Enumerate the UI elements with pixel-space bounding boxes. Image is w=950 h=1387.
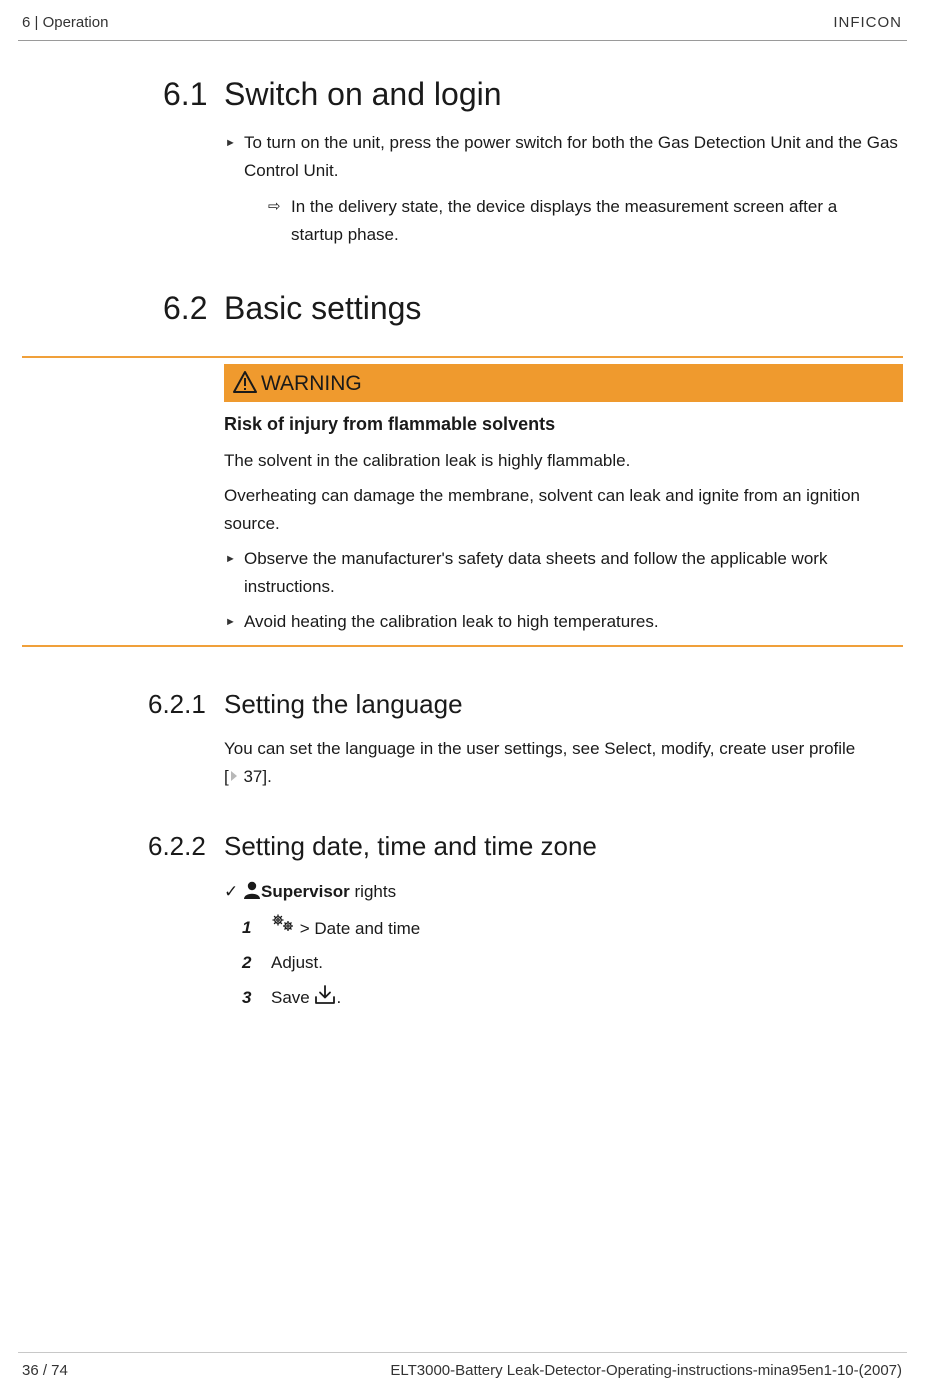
link-arrow-icon <box>229 769 239 783</box>
arrow-bullet-icon: ► <box>225 553 236 565</box>
document-id: ELT3000-Battery Leak-Detector-Operating-instructions-mina95en1-10-(2007) <box>390 1362 902 1379</box>
warning-instruction-2: Avoid heating the calibration leak to high temperatures. <box>244 612 659 631</box>
role-suffix: rights <box>349 882 397 901</box>
step-number: 1 <box>242 918 252 937</box>
section-6-1-title: Switch on and login <box>224 76 502 112</box>
page-number: 36 / 74 <box>22 1362 68 1379</box>
step-number: 3 <box>242 988 252 1007</box>
header-brand: INFICON <box>833 14 902 31</box>
arrow-bullet-icon: ► <box>225 137 236 149</box>
gears-icon <box>271 913 295 933</box>
result-delivery-state: In the delivery state, the device displays the measurement screen after a startup phase. <box>291 197 838 244</box>
step-2-text: Adjust. <box>271 953 323 972</box>
role-name: Supervisor <box>260 882 350 901</box>
step-number: 2 <box>242 953 252 972</box>
section-6-2-1-number: 6.2.1 <box>148 689 206 719</box>
warning-banner <box>224 364 903 402</box>
section-6-2-number: 6.2 <box>163 290 208 326</box>
reference-bracket: [ <box>224 767 229 786</box>
language-text <box>224 735 903 791</box>
section-6-2-title: Basic settings <box>224 290 422 326</box>
section-6-2-2-title: Setting date, time and time zone <box>224 831 597 861</box>
result-arrow-icon: ⇨ <box>268 198 281 215</box>
warning-heading: Risk of injury from flammable solvents <box>224 414 556 434</box>
language-description: You can set the language in the user settings, see Select, modify, create user profile <box>224 739 856 758</box>
warning-text-1: The solvent in the calibration leak is highly flammable. <box>224 451 631 470</box>
section-6-2-1-title: Setting the language <box>224 689 463 719</box>
warning-label: WARNING <box>261 372 362 395</box>
warning-top-rule <box>22 356 903 358</box>
section-6-1-number: 6.1 <box>163 76 208 112</box>
step-3-suffix: . <box>336 988 342 1007</box>
arrow-bullet-icon: ► <box>225 616 236 628</box>
header-section: 6 | Operation <box>22 14 109 31</box>
footer-divider <box>18 1352 907 1353</box>
warning-text-2: Overheating can damage the membrane, solvent can leak and ignite from an ignition source. <box>224 486 860 533</box>
warning-triangle-icon <box>232 370 258 394</box>
step-3-text: Save <box>271 988 310 1007</box>
user-icon <box>243 881 261 899</box>
warning-instruction-1: Observe the manufacturer's safety data sheets and follow the applicable work instructions. <box>244 549 828 596</box>
warning-bottom-rule <box>22 645 903 647</box>
page-reference[interactable] <box>224 767 272 786</box>
reference-page: 37]. <box>243 767 272 786</box>
checkmark-icon: ✓ <box>224 882 239 901</box>
prerequisite <box>224 878 396 906</box>
section-6-2-2-number: 6.2.2 <box>148 831 206 861</box>
step-power-on: To turn on the unit, press the power switch for both the Gas Detection Unit and the Gas Control Unit. <box>244 133 898 180</box>
step-1-text: > Date and time <box>295 919 421 938</box>
step-3 <box>271 984 341 1012</box>
header-divider <box>18 40 907 41</box>
save-icon <box>314 985 336 1005</box>
step-1 <box>271 913 420 943</box>
